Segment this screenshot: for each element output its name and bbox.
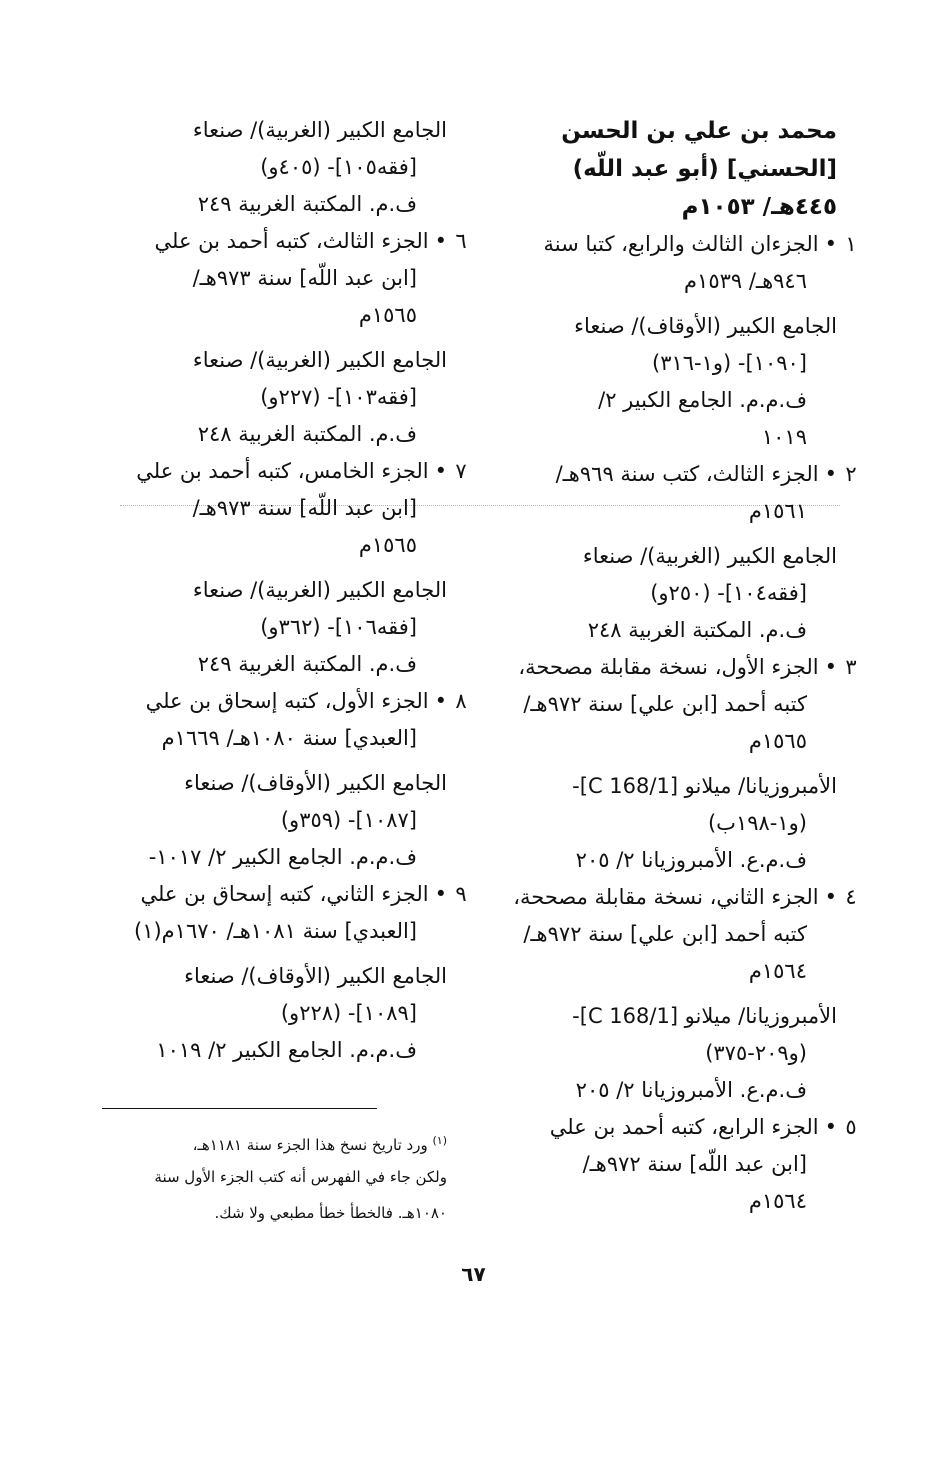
manuscript-entry xyxy=(492,879,857,1109)
entry-description-line: •الجزء الأول، كتبه إسحاق بن علي xyxy=(145,689,447,713)
entry-location-line: [فقه١٠٦]- (٣٦٢و) xyxy=(260,615,417,639)
entry-description-line: •الجزء الثاني، نسخة مقابلة مصححة، xyxy=(513,885,837,909)
entry-location-line: الجامع الكبير (الغربية)/ صنعاء xyxy=(192,578,447,602)
entry-reference-line: ف.م.م. الجامع الكبير ٢/ ١٠١٧- xyxy=(148,845,417,869)
entry-description-line: ١٥٦١م xyxy=(748,499,807,523)
entry-number: ٨ xyxy=(455,689,467,713)
entry-description-line: ١٥٦٥م xyxy=(748,729,807,753)
right-column xyxy=(492,112,857,1220)
entry-location-line: الجامع الكبير (الأوقاف)/ صنعاء xyxy=(574,314,837,338)
entry-number: ٩ xyxy=(455,882,467,906)
bullet-icon: • xyxy=(824,232,837,256)
manuscript-entry xyxy=(492,1109,857,1220)
manuscript-entry xyxy=(492,456,857,649)
manuscript-entry xyxy=(102,683,467,876)
entry-number: ٤ xyxy=(845,885,857,909)
entry-description-line: [ابن عبد اللّه] سنة ٩٧٢هـ/ xyxy=(582,1152,807,1176)
manuscript-entry xyxy=(492,226,857,456)
entry-location-line: [فقه١٠٣]- (٢٢٧و) xyxy=(260,385,417,409)
entry-description-line: ١٥٦٥م xyxy=(358,533,417,557)
entry-description-line: •الجزء الثالث، كتبه أحمد بن علي xyxy=(154,229,447,253)
author-date-line: ٤٤٥هـ/ ١٠٥٣م xyxy=(681,194,837,220)
entry-description-line: ٩٤٦هـ/ ١٥٣٩م xyxy=(684,269,807,293)
entry-description-line: •الجزء الأول، نسخة مقابلة مصححة، xyxy=(518,655,837,679)
entry-reference-line: ف.م.م. الجامع الكبير ٢/ ١٠١٩ xyxy=(156,1038,417,1062)
entry-number: ٥ xyxy=(845,1115,857,1139)
entry-description-line: •الجزءان الثالث والرابع، كتبا سنة xyxy=(543,232,837,256)
bullet-icon: • xyxy=(434,689,447,713)
entry-location-line: الجامع الكبير (الأوقاف)/ صنعاء xyxy=(184,964,447,988)
entry-reference-line: ١٠١٩ xyxy=(761,425,807,449)
entry-location-line: [فقه١٠٥]- (٤٠٥و) xyxy=(260,155,417,179)
entry-reference-line: ف.م. المكتبة الغربية ٢٤٨ xyxy=(587,618,807,642)
entry-reference-line: ف.م.ع. الأمبروزيانا ٢/ ٢٠٥ xyxy=(575,1078,807,1102)
entry-description-line: [العبدي] سنة ١٠٨٠هـ/ ١٦٦٩م xyxy=(161,726,417,750)
entry-location-line: الجامع الكبير (الغربية)/ صنعاء xyxy=(582,544,837,568)
manuscript-entry xyxy=(102,112,447,223)
entry-description-line: ١٥٦٥م xyxy=(358,303,417,327)
entry-number: ٧ xyxy=(455,459,467,483)
entry-location-line: [فقه١٠٤]- (٢٥٠و) xyxy=(650,581,807,605)
entry-description-line: ١٥٦٤م xyxy=(748,1189,807,1213)
entry-description-line: •الجزء الثاني، كتبه إسحاق بن علي xyxy=(140,882,447,906)
entry-reference-line: ف.م.م. الجامع الكبير ٢/ xyxy=(598,388,807,412)
entry-location-line: الأمبروزيانا/ ميلانو [C 168/1]- xyxy=(572,774,837,798)
entry-description-line: •الجزء الثالث، كتب سنة ٩٦٩هـ/ xyxy=(555,462,837,486)
entry-location-line: الجامع الكبير (الغربية)/ صنعاء xyxy=(192,348,447,372)
entry-location-line: (و٢٠٩-٣٧٥) xyxy=(705,1041,807,1065)
entry-description-line: •الجزء الخامس، كتبه أحمد بن علي xyxy=(136,459,447,483)
footnote-rule xyxy=(102,1108,377,1109)
manuscript-entry xyxy=(102,453,467,683)
entry-location-line: الجامع الكبير (الأوقاف)/ صنعاء xyxy=(184,771,447,795)
entry-number: ٦ xyxy=(455,229,467,253)
author-heading xyxy=(492,112,837,226)
entry-location-line: [١٠٨٩]- (٢٢٨و) xyxy=(280,1001,417,1025)
bullet-icon: • xyxy=(824,655,837,679)
entry-description-line: كتبه أحمد [ابن علي] سنة ٩٧٢هـ/ xyxy=(523,922,807,946)
manuscript-entry xyxy=(102,876,467,1069)
entry-description-line: كتبه أحمد [ابن علي] سنة ٩٧٢هـ/ xyxy=(523,692,807,716)
entry-reference-line: ف.م. المكتبة الغربية ٢٤٩ xyxy=(197,192,417,216)
entry-location-line: [١٠٨٧]- (٣٥٩و) xyxy=(280,808,417,832)
page-number: ٦٧ xyxy=(461,1262,486,1286)
footnote-line: ١٠٨٠هـ. فالخطأ خطأ مطبعي ولا شك. xyxy=(214,1204,447,1222)
bullet-icon: • xyxy=(434,882,447,906)
entry-reference-line: ف.م. المكتبة الغربية ٢٤٨ xyxy=(197,422,417,446)
entry-location-line: [١٠٩٠]- (و١-٣١٦) xyxy=(651,351,807,375)
left-column xyxy=(102,112,467,1069)
entry-description-line: •الجزء الرابع، كتبه أحمد بن علي xyxy=(549,1115,837,1139)
footnote-mark: (١) xyxy=(432,1134,447,1147)
entry-description-line: ١٥٦٤م xyxy=(748,959,807,983)
footnote-line: ولكن جاء في الفهرس أنه كتب الجزء الأول سنة xyxy=(154,1168,447,1186)
entry-number: ٢ xyxy=(845,462,857,486)
entry-number: ١ xyxy=(845,232,857,256)
footnotes xyxy=(102,1108,447,1231)
bullet-icon: • xyxy=(824,885,837,909)
bullet-icon: • xyxy=(824,1115,837,1139)
author-name-line: محمد بن علي بن الحسن xyxy=(561,118,837,144)
entry-location-line: (و١-١٩٨ب) xyxy=(707,811,807,835)
bullet-icon: • xyxy=(824,462,837,486)
entry-number: ٣ xyxy=(845,655,857,679)
bullet-icon: • xyxy=(434,459,447,483)
manuscript-entry xyxy=(492,649,857,879)
manuscript-entry xyxy=(102,223,467,453)
entry-description-line: [ابن عبد اللّه] سنة ٩٧٣هـ/ xyxy=(192,266,417,290)
footnote-line: $^{(١)}$ ورد تاريخ نسخ هذا الجزء سنة ١١٨١هـ، xyxy=(192,1134,447,1154)
entry-reference-line: ف.م.ع. الأمبروزيانا ٢/ ٢٠٥ xyxy=(575,848,807,872)
bullet-icon: • xyxy=(434,229,447,253)
entry-description-line: [ابن عبد اللّه] سنة ٩٧٣هـ/ xyxy=(192,496,417,520)
entry-reference-line: ف.م. المكتبة الغربية ٢٤٩ xyxy=(197,652,417,676)
entry-location-line: الأمبروزيانا/ ميلانو [C 168/1]- xyxy=(572,1004,837,1028)
entry-description-line: [العبدي] سنة ١٠٨١هـ/ ١٦٧٠م(١) xyxy=(133,919,417,943)
author-nisba-line: [الحسني] (أبو عبد اللّه) xyxy=(572,156,837,182)
entry-location-line: الجامع الكبير (الغربية)/ صنعاء xyxy=(192,118,447,142)
